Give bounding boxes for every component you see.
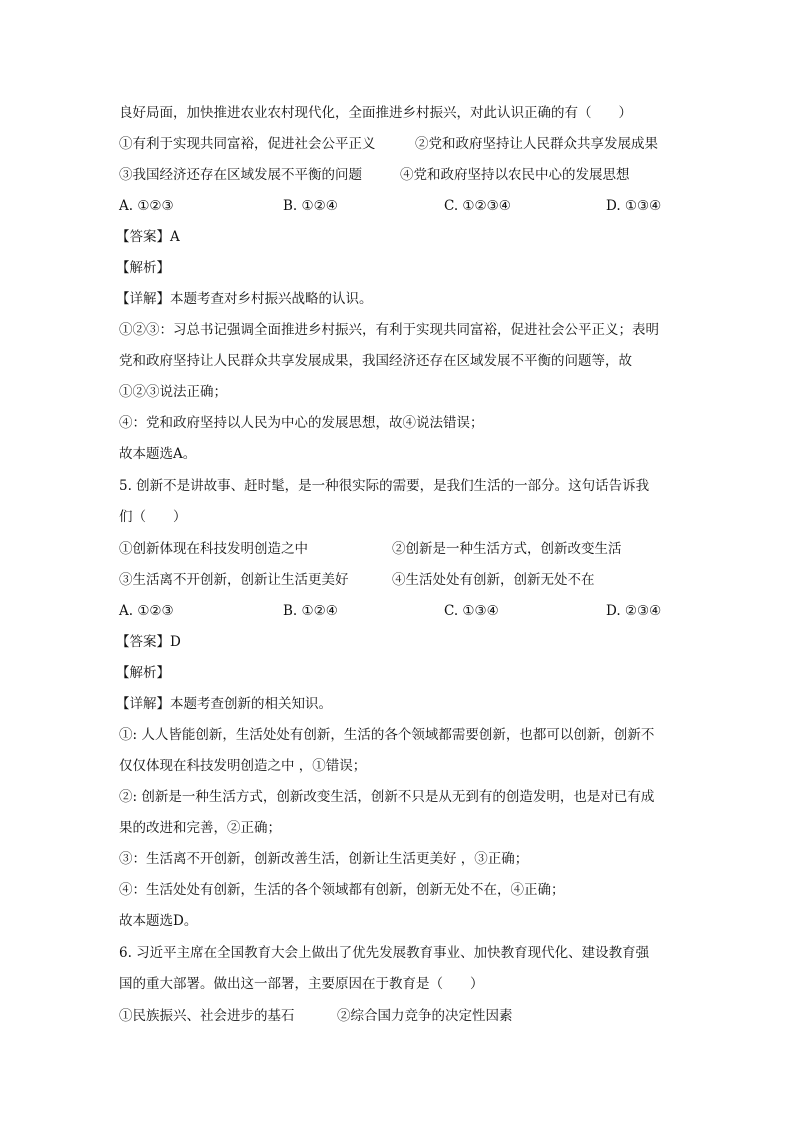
q5-explanation-5: ③：生活离不开创新，创新改善生活，创新让生活更美好 ，③正确； (119, 851, 529, 867)
q5-conclusion: 故本题选D。 (119, 913, 198, 929)
q4-options-row-2 (119, 165, 630, 185)
q5-answer: 【答案】D (116, 634, 181, 650)
q4-detail: 【详解】本题考查对乡村振兴战略的认识。 (116, 291, 373, 307)
q4-option-3: ③我国经济还存在区域发展不平衡的问题 (119, 167, 362, 183)
q5-explanation-2: 仅仅体现在科技发明创造之中 ，①错误； (119, 758, 367, 774)
q5-stem-2: 们（ ） (119, 509, 187, 525)
q6-option-1: ①民族振兴、社会进步的基石 (119, 1008, 295, 1024)
q4-explanation-4: ④：党和政府坚持以人民为中心的发展思想，故④说法错误； (119, 415, 484, 431)
q5-analysis-heading: 【解析】 (116, 665, 170, 681)
q5-option-4: ④生活处处有创新，创新无处不在 (392, 572, 595, 588)
q4-stem: 良好局面，加快推进农业农村现代化，全面推进乡村振兴，对此认识正确的有（ ） (119, 105, 632, 121)
q5-options-row-2 (119, 570, 595, 590)
q4-choices (119, 196, 679, 216)
q5-option-2: ②创新是一种生活方式，创新改变生活 (392, 541, 622, 557)
q5-choice-b: B. ①②④ (283, 603, 338, 619)
q4-choice-c: C. ①②③④ (444, 198, 511, 214)
q5-options-row-1 (119, 539, 622, 559)
q5-choice-c: C. ①③④ (444, 603, 499, 619)
q4-explanation-2: 党和政府坚持让人民群众共享发展成果，我国经济还存在区域发展不平衡的问题等，故 (119, 353, 632, 369)
q4-answer: 【答案】A (116, 229, 180, 245)
q5-explanation-6: ④：生活处处有创新，生活的各个领域都有创新，创新无处不在，④正确； (119, 882, 565, 898)
q4-choice-d: D. ①③④ (606, 198, 662, 214)
q5-choice-a: A. ①②③ (119, 603, 174, 619)
q4-options-row-1 (119, 134, 658, 154)
q5-option-1: ①创新体现在科技发明创造之中 (119, 541, 308, 557)
q5-explanation-4: 果的改进和完善，②正确； (119, 820, 281, 836)
q5-explanation-1: ①: 人人皆能创新，生活处处有创新，生活的各个领域都需要创新，也都可以创新，创新不 (119, 727, 655, 743)
q4-choice-b: B. ①②④ (283, 198, 338, 214)
q4-option-2: ②党和政府坚持让人民群众共享发展成果 (415, 136, 658, 152)
q5-option-3: ③生活离不开创新，创新让生活更美好 (119, 572, 349, 588)
q6-stem-2: 国的重大部署。做出这一部署，主要原因在于教育是（ ） (119, 976, 484, 992)
q4-option-4: ④党和政府坚持以农民中心的发展思想 (400, 167, 630, 183)
q5-detail: 【详解】本题考查创新的相关知识。 (116, 696, 332, 712)
q5-choices (119, 601, 679, 621)
q4-choice-a: A. ①②③ (119, 198, 174, 214)
q4-option-1: ①有利于实现共同富裕，促进社会公平正义 (119, 136, 376, 152)
q5-choice-d: D. ②③④ (606, 603, 662, 619)
q4-analysis-heading: 【解析】 (116, 260, 170, 276)
q4-conclusion: 故本题选A。 (119, 446, 197, 462)
q4-explanation-3: ①②③说法正确； (119, 384, 227, 400)
q5-stem-1: 5. 创新不是讲故事、赶时髦，是一种很实际的需要，是我们生活的一部分。这句话告诉我 (119, 478, 650, 494)
q6-stem-1: 6. 习近平主席在全国教育大会上做出了优先发展教育事业、加快教育现代化、建设教育强 (119, 945, 650, 961)
q5-explanation-3: ②: 创新是一种生活方式，创新改变生活，创新不只是从无到有的创造发明，也是对已有成 (119, 789, 655, 805)
q6-option-2: ②综合国力竞争的决定性因素 (337, 1008, 513, 1024)
q4-explanation-1: ①②③：习总书记强调全面推进乡村振兴，有利于实现共同富裕，促进社会公平正义；表明 (119, 322, 659, 338)
q6-options-row-1 (119, 1006, 513, 1026)
